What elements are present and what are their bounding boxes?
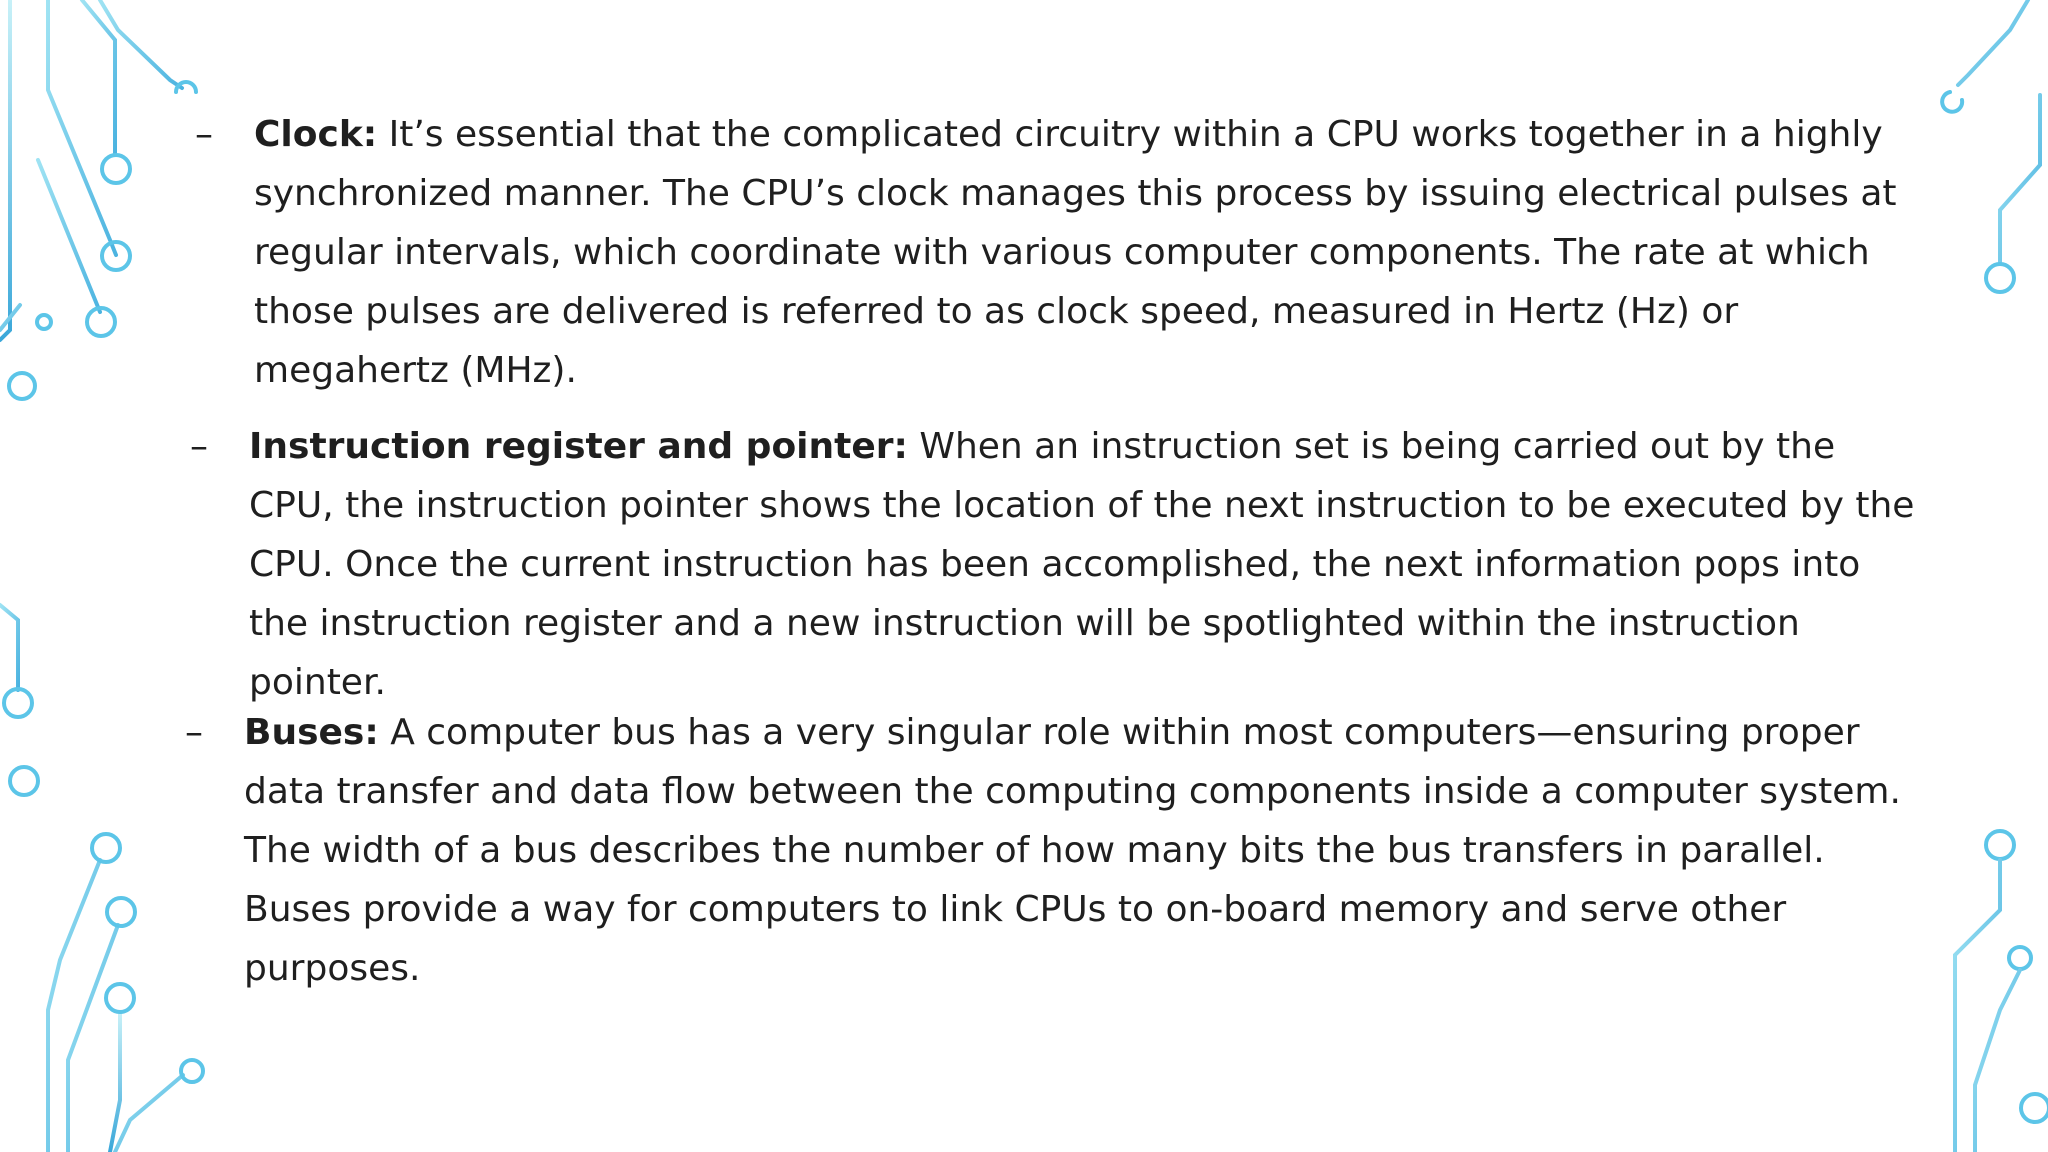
bullet-text: A computer bus has a very singular role within most computers—ensuring proper data transfer and data flow between the computing components inside a computer system. The width of a bus describes the number of how many bits the bus transfers in parallel. Buses provide a way for computers to link CPUs to on-board memory and serve other purposes.	[244, 712, 1901, 989]
bullet-text: It’s essential that the complicated circuitry within a CPU works together in a highly synchronized manner. The CPU’s clock manages this process by issuing electrical pulses at regular intervals, which coordinate with various computer components. The rate at which those pulses are delivered is referred to as clock speed, measured in Hertz (Hz) or megahertz (MHz).	[254, 114, 1897, 391]
bullet-buses	[244, 703, 1904, 998]
bullet-clock	[254, 105, 1914, 400]
bullet-instruction-register	[249, 417, 1929, 712]
bullet-term: Instruction register and pointer:	[249, 426, 908, 467]
bullet-dash: –	[190, 426, 208, 467]
bullet-dash: –	[195, 114, 213, 155]
bullet-term: Buses:	[244, 712, 379, 753]
bullet-term: Clock:	[254, 114, 378, 155]
bullet-text: When an instruction set is being carried out by the CPU, the instruction pointer shows the location of the next instruction to be executed by the CPU. Once the current instruction has been accomplished, the next information pops into the instruction register and a new instruction will be spotlighted within the instruction pointer.	[249, 426, 1915, 703]
bullet-dash: –	[185, 712, 203, 753]
